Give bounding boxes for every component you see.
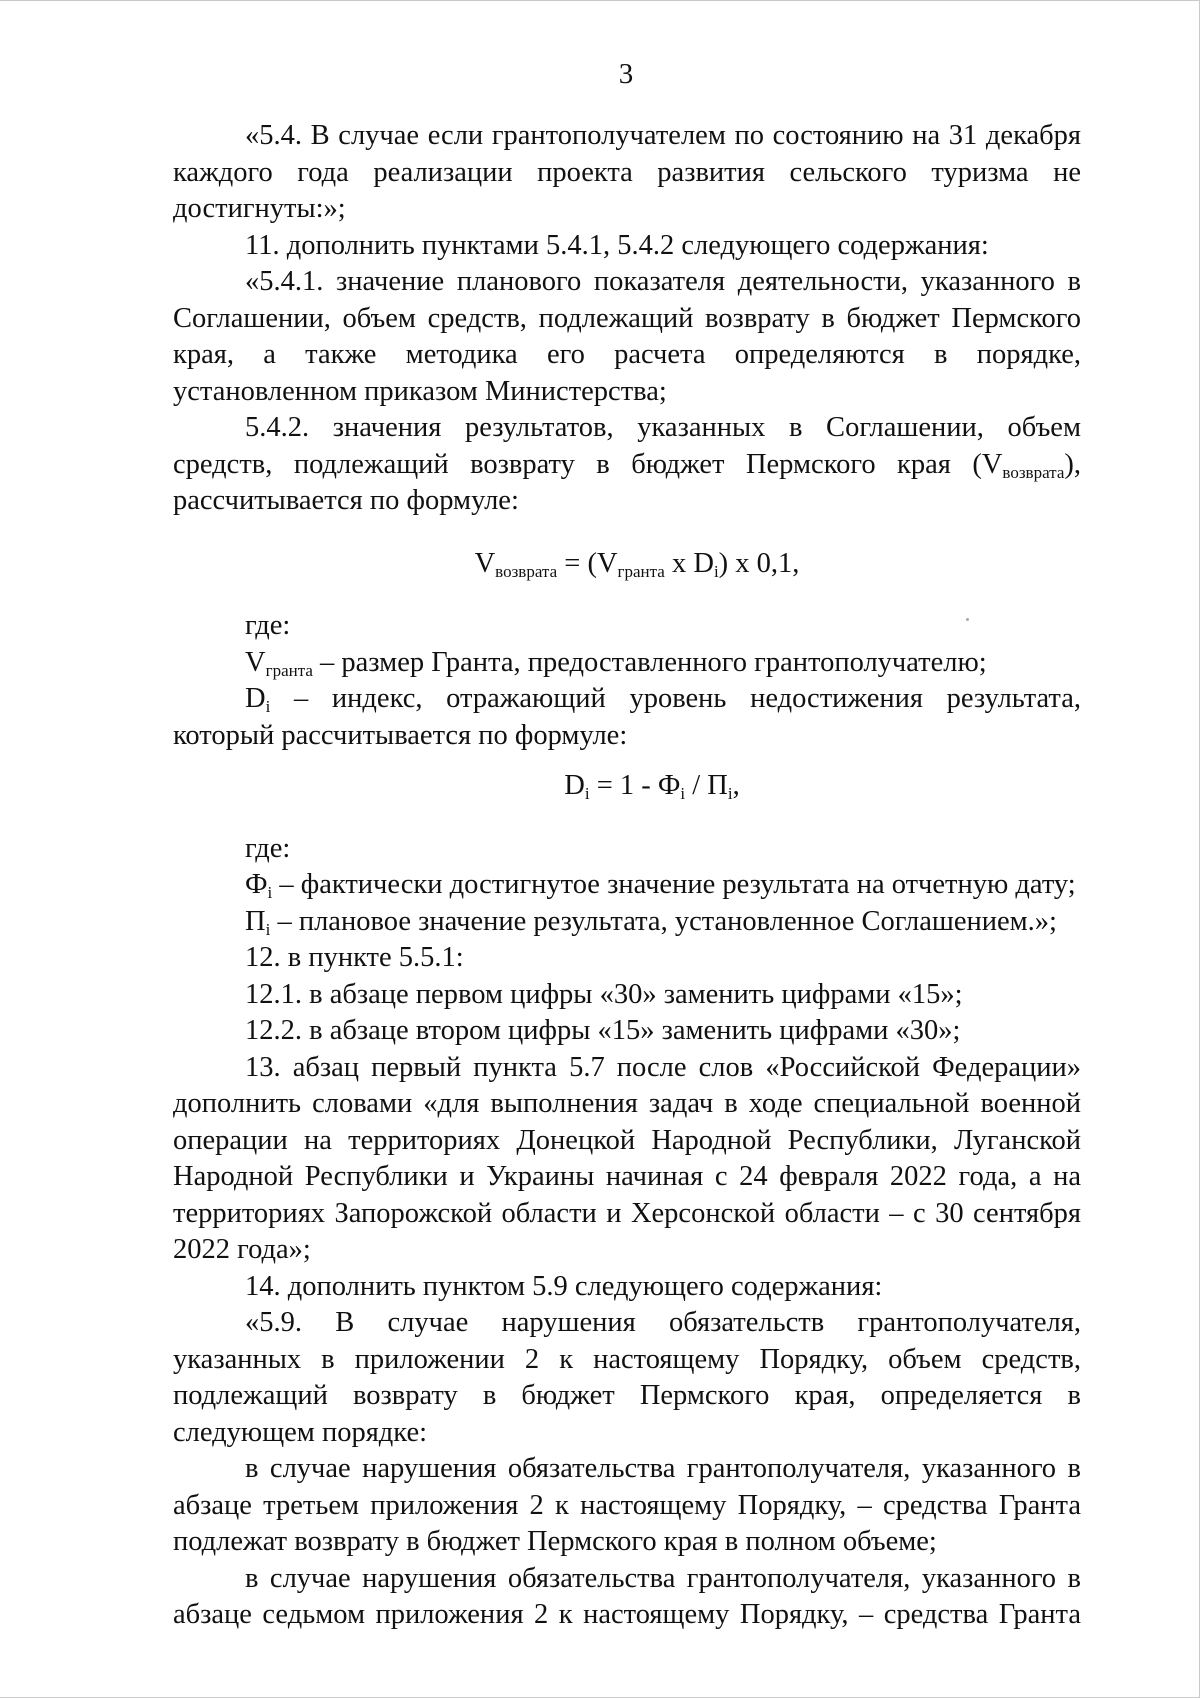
paragraph-5-4: «5.4. В случае если грантополучателем по состоянию на 31 декабря каждого года реализации проекта развития сельского туризма не достигнуты:»;	[173, 120, 1081, 224]
paragraph-item-13: 13. абзац первый пункта 5.7 после слов «Российской Федерации» дополнить словами «для выполнения задач в ходе специальной военной операции на территориях Донецкой Народной Республики, Луганской Народной Республики и Украины начиная с 24 февраля 2022 года, а на территориях Запорожской области и Херсонской области – с 30 сентября 2022 года»;	[173, 1051, 1081, 1265]
paragraph-5-4-2: 5.4.2. значения результатов, указанных в Соглашении, объем средств, подлежащий возврату в бюджет Пермского края $(V_{возврата})$, рассчитывается по формуле:	[173, 412, 1081, 516]
formula-return-amount: $V_{возврата} = (V_{гранта}$ x $D_i$) x 0,1,	[474, 547, 800, 581]
paragraph-violation-third: в случае нарушения обязательства грантополучателя, указанного в абзаце третьем приложения 2 к настоящему Порядку, – средства Гранта подлежат возврату в бюджет Пермского края в полном объеме;	[173, 1453, 1081, 1557]
page-number: 3	[618, 58, 634, 90]
page-edge-top	[0, 0, 1200, 1]
document-body	[173, 118, 1081, 1634]
paragraph-item-12: 12. в пункте 5.5.1:	[245, 942, 464, 973]
where-label-1: где:	[245, 610, 291, 641]
paragraph-5-4-1: «5.4.1. значение планового показателя деятельности, указанного в Соглашении, объем средств, подлежащий возврату в бюджет Пермского края, а также методика его расчета определяются в порядке, установленном приказом Министерства;	[173, 266, 1081, 407]
paragraph-item-14: 14. дополнить пунктом 5.9 следующего содержания:	[245, 1270, 883, 1302]
where-label-2: где:	[245, 832, 291, 864]
paragraph-5-9: «5.9. В случае нарушения обязательств грантополучателя, указанных в приложении 2 к настоящему Порядку, объем средств, подлежащий возврату в бюджет Пермского края, определяется в следующем порядке:	[173, 1307, 1081, 1448]
definition-v-granta: $V_{гранта}$ – размер Гранта, предоставленного грантополучателю;	[245, 646, 987, 680]
paragraph-item-12-1: 12.1. в абзаце первом цифры «30» заменить цифрами «15»;	[245, 978, 963, 1010]
definition-fi: $Ф_i$ – фактически достигнутое значение результата на отчетную дату;	[245, 869, 1076, 902]
formula-index: $D_i = 1 - Ф_i / П_i$,	[564, 770, 740, 803]
paragraph-item-11: 11. дополнить пунктами 5.4.1, 5.4.2 следующего содержания:	[245, 229, 989, 261]
paragraph-violation-seventh: в случае нарушения обязательства грантополучателя, указанного в абзаце седьмом приложения 2 к настоящему Порядку, – средства Гранта	[173, 1562, 1081, 1630]
definition-pi: $П_i$ – плановое значение результата, установленное Соглашением.»;	[245, 905, 1057, 939]
paragraph-item-12-2: 12.2. в абзаце втором цифры «15» заменить цифрами «30»;	[245, 1015, 961, 1046]
definition-di: $D_i$ – индекс, отражающий уровень недостижения результата, который рассчитывается по формуле:	[173, 683, 1081, 751]
scan-speck	[966, 618, 969, 621]
